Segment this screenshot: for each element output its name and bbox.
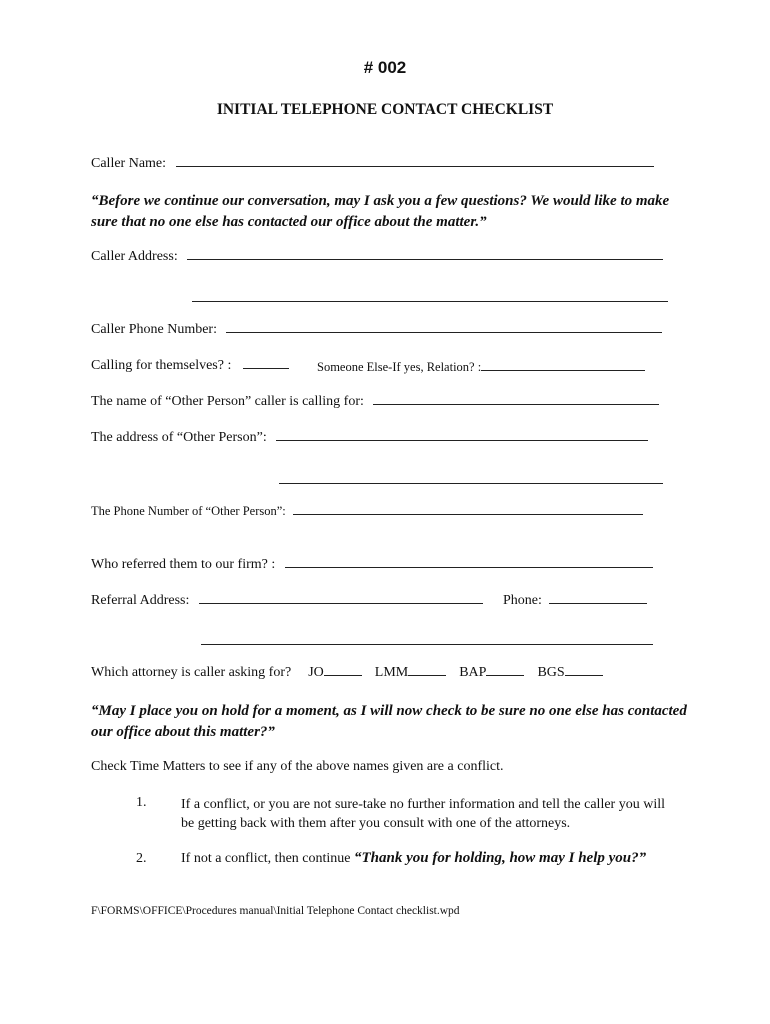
form-number: # 002 [363, 58, 407, 77]
other-person-address-field-line2[interactable] [279, 483, 663, 484]
calling-for-themselves-field[interactable] [243, 367, 289, 369]
other-person-address-row [91, 430, 648, 446]
caller-address-row [91, 249, 663, 265]
other-person-name-row [91, 394, 659, 410]
attorney-lmm-label: LMM [374, 665, 409, 680]
someone-else-row [317, 360, 645, 375]
calling-for-row [91, 358, 289, 374]
step-2-row [181, 849, 646, 868]
referral-address-field-line2[interactable] [201, 644, 653, 645]
other-person-name-label: The name of “Other Person” caller is calling for: [91, 394, 364, 409]
step-2-number: 2. [136, 851, 147, 866]
other-person-phone-field[interactable] [293, 513, 643, 515]
step-2-quote: “Thank you for holding, how may I help you?” [354, 850, 647, 866]
step-2-text: If not a conflict, then continue [181, 851, 354, 866]
referred-by-row [91, 557, 653, 573]
instruction-text: Check Time Matters to see if any of the above names given are a conflict. [91, 759, 504, 774]
hold-quote: “May I place you on hold for a moment, as I will now check to be sure no one else has contacted our office about this matter?” [91, 703, 687, 740]
attorney-lmm-field[interactable] [408, 674, 446, 676]
caller-address-field-line2[interactable] [192, 301, 668, 302]
attorney-row [91, 665, 603, 681]
other-person-name-field[interactable] [373, 403, 659, 405]
footer-file-path: F\FORMS\OFFICE\Procedures manual\Initial Telephone Contact checklist.wpd [91, 905, 460, 917]
someone-else-label: Someone Else-If yes, Relation? : [317, 360, 482, 374]
attorney-bap-label: BAP [459, 665, 487, 680]
intro-quote: “Before we continue our conversation, may I ask you a few questions? We would like to make sure that no one else has contacted our office about the matter.” [91, 193, 670, 230]
caller-phone-label: Caller Phone Number: [91, 322, 217, 337]
referred-by-field[interactable] [285, 566, 653, 568]
attorney-question-label: Which attorney is caller asking for? [91, 665, 292, 680]
attorney-jo-field[interactable] [324, 674, 362, 676]
caller-address-label: Caller Address: [91, 249, 178, 264]
page-title: INITIAL TELEPHONE CONTACT CHECKLIST [216, 101, 554, 118]
other-person-address-label: The address of “Other Person”: [91, 430, 267, 445]
attorney-jo-label: JO [308, 665, 324, 680]
other-person-phone-label: The Phone Number of “Other Person”: [91, 504, 286, 518]
referral-phone-label: Phone: [503, 593, 542, 608]
step-1-text: If a conflict, or you are not sure-take no further information and tell the caller you will be getting back with them after you consult with one of the attorneys. [181, 797, 665, 831]
attorney-bap-field[interactable] [486, 674, 524, 676]
referral-address-row [91, 593, 483, 609]
referral-phone-row [503, 593, 647, 609]
step-1-number: 1. [136, 795, 147, 810]
calling-for-themselves-label: Calling for themselves? : [91, 358, 232, 373]
attorney-bgs-label: BGS [537, 665, 565, 680]
referred-by-label: Who referred them to our firm? : [91, 557, 276, 572]
other-person-address-field[interactable] [276, 439, 648, 441]
other-person-phone-row [91, 504, 643, 519]
caller-name-field[interactable] [176, 165, 654, 167]
referral-phone-field[interactable] [549, 602, 647, 604]
attorney-bgs-field[interactable] [565, 674, 603, 676]
caller-phone-field[interactable] [226, 331, 662, 333]
caller-name-label: Caller Name: [91, 156, 167, 171]
caller-phone-row [91, 322, 662, 338]
referral-address-label: Referral Address: [91, 593, 190, 608]
referral-address-field[interactable] [199, 602, 483, 604]
relation-field[interactable] [481, 369, 645, 371]
caller-name-row [91, 156, 654, 172]
caller-address-field[interactable] [187, 258, 663, 260]
